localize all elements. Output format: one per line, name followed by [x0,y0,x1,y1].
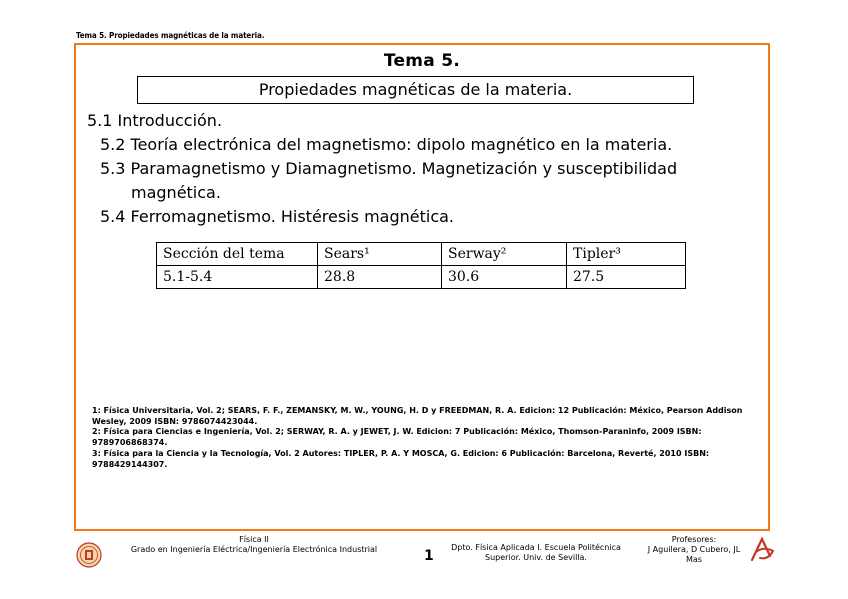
table-header-cell: Sección del tema [157,243,318,266]
footnote: 3: Física para la Ciencia y la Tecnología, Vol. 2 Autores: TIPLER, P. A. Y MOSCA, G. Edicion: 6 Publicación: Barcelona, Reverté, 2010 ISBN: 9788429144307. [92,448,710,469]
toc-item: 5.1 Introducción. [87,111,223,130]
table-cell: 28.8 [318,266,442,289]
table-header-cell: Sears¹ [318,243,442,266]
slide-title: Tema 5. [383,51,461,71]
department-line: Superior. Univ. de Sevilla. [485,553,587,562]
professors-names: Mas [686,555,702,564]
footnotes [92,406,762,470]
references-table [156,242,686,289]
footnote: 2: Física para Ciencias e Ingeniería, Vol. 2; SERWAY, R. A. y JEWET, J. W. Edicion: 7 Publicación: México, Thomson-Paraninfo, 2009 ISBN: 9789706868374. [92,427,702,448]
table-cell: 5.1-5.4 [157,266,318,289]
university-seal-icon [76,542,102,568]
toc-item: 5.4 Ferromagnetismo. Histéresis magnética. [100,207,455,226]
slide-subtitle: Propiedades magnéticas de la materia. [137,76,694,104]
course-name: Física II [239,535,269,544]
table-of-contents [86,109,677,229]
table-cell: 27.5 [567,266,686,289]
department-logo-icon [748,536,776,564]
footer-course [108,535,400,555]
slide-frame [74,43,770,531]
department-line: Dpto. Física Aplicada I. Escuela Politécnica [451,543,621,552]
table-header-cell: Tipler³ [567,243,686,266]
professors-names: J Aguilera, D Cubero, JL [647,545,741,554]
toc-item: 5.3 Paramagnetismo y Diamagnetismo. Magnetización y susceptibilidad [100,159,678,178]
table-header-cell: Serway² [442,243,567,266]
table-cell: 30.6 [442,266,567,289]
running-header: Tema 5. Propiedades magnéticas de la materia. [76,31,265,40]
table-row [157,266,686,289]
professors-label: Profesores: [671,535,717,544]
page-number: 1 [424,548,434,564]
footer-department [436,543,636,563]
toc-item-continuation: magnética. [131,183,221,202]
degree-name: Grado en Ingeniería Eléctrica/Ingeniería Electrónica Industrial [130,545,378,554]
toc-item: 5.2 Teoría electrónica del magnetismo: dipolo magnético en la materia. [100,135,673,154]
table-header-row [157,243,686,266]
footer-professors [634,535,754,565]
footnote: 1: Física Universitaria, Vol. 2; SEARS, F. F., ZEMANSKY, M. W., YOUNG, H. D y FREEDMAN, R. A. Edicion: 12 Publicación: México, Pearson Addison Wesley, 2009 ISBN: 9786074423044. [92,406,743,426]
